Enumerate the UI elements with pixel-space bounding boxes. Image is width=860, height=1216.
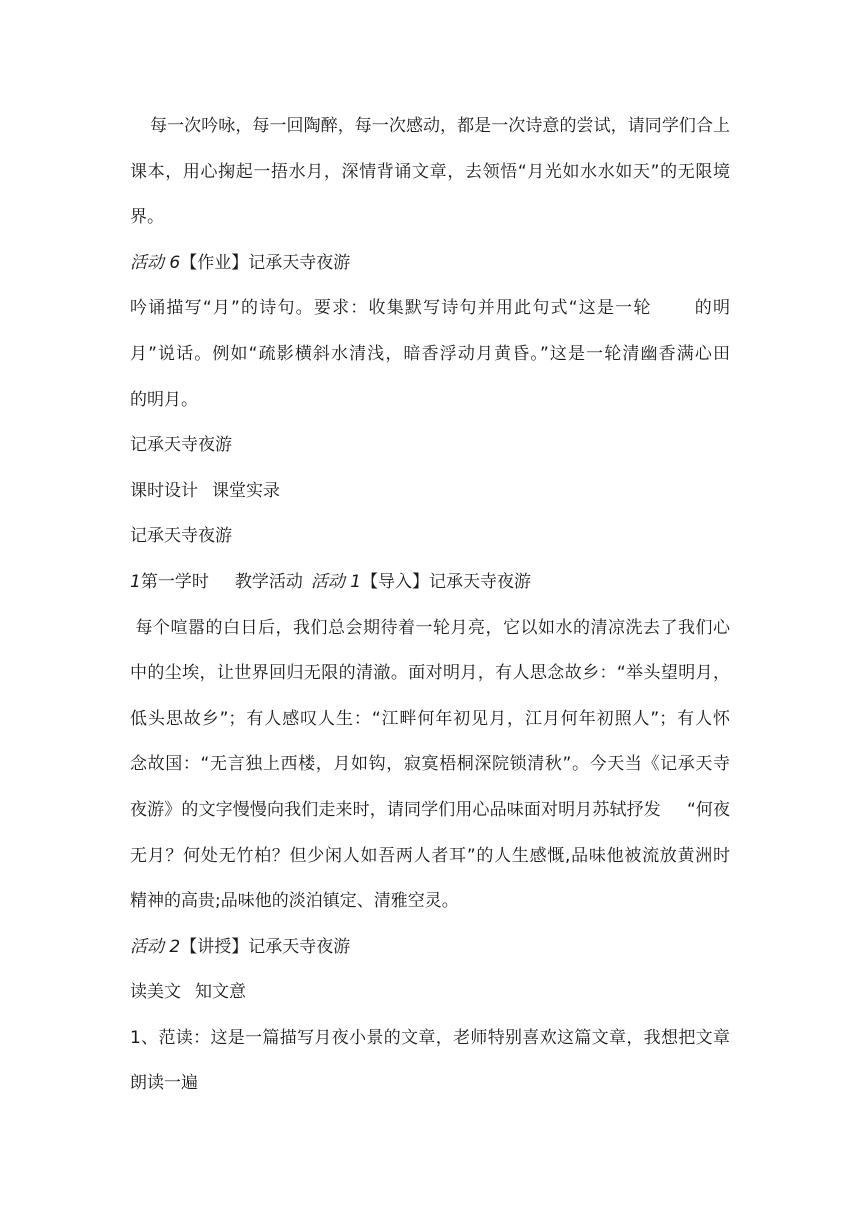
reading-line: 朗读一遍 [130,1073,198,1094]
intro-line: 低头思故乡”；有人感叹人生：“江畔何年初见月，江月何年初照人”；有人怀 [130,708,730,729]
intro-line: 无月？何处无竹柏？但少闲人如吾两人者耳”的人生感慨,品味他被流放黄洲时 [130,845,730,866]
activity-label: 活动 2 [130,936,181,957]
intro-text: 夜游》的文字慢慢向我们走来时，请同学们用心品味面对明月苏轼抒发 [130,799,661,820]
section-heading: 记承天寺夜游 [130,526,232,547]
meaning-label: 知文意 [195,982,246,1003]
activity-6-heading [130,241,730,287]
homework-line: 月”说话。例如“疏影横斜水清浅，暗香浮动月黄昏。”这是一轮清幽香满心田 [130,343,730,364]
document-body [130,104,730,1107]
homework-text: 的明 [693,298,730,319]
intro-line: 念故国：“无言独上西楼，月如钩，寂寞梧桐深院锁清秋”。今天当《记承天寺 [130,754,730,775]
read-label: 读美文 [130,982,181,1003]
activity-title: 【作业】记承天寺夜游 [180,252,351,273]
intro-line: 中的尘埃，让世界回归无限的清澈。面对明月，有人思念故乡：“举头望明月， [130,663,730,684]
reading-line: 1、范读：这是一篇描写月夜小景的文章，老师特别喜欢这篇文章，我想把文章 [130,1027,730,1048]
intro-text: 每个喧嚣的白日后，我们总会期待着一轮月亮，它以如水的清凉洗去了我们心 [135,617,730,638]
paragraph-line [130,104,730,150]
paragraph-text: 每一次吟咏，每一回陶醉，每一次感动，都是一次诗意的尝试，请同学们合上 [150,116,730,136]
intro-line [130,788,730,834]
record-label: 课堂实录 [212,480,280,501]
lesson-number: 1 [130,571,141,592]
teaching-label: 教学活动 [234,571,303,592]
activity-title: 【导入】记承天寺夜游 [361,571,532,592]
lesson-heading [130,560,730,606]
activity-label: 活动 1 [310,571,362,592]
design-line [130,469,730,515]
activity-2-heading [130,925,730,971]
activity-title: 【讲授】记承天寺夜游 [180,936,351,957]
intro-text: “何夜 [686,799,730,820]
homework-line: 的明月。 [130,389,198,410]
paragraph-line: 界。 [130,207,164,228]
paragraph-line: 课本，用心掬起一捂水月，深情背诵文章，去领悟“月光如水水如天”的无限境 [130,161,730,182]
section-heading: 记承天寺夜游 [130,435,232,456]
intro-line [130,606,730,652]
homework-line [130,286,730,332]
design-label: 课时设计 [130,480,198,501]
lesson-period: 第一学时 [140,571,209,592]
read-line [130,970,730,1016]
intro-line: 精神的高贵;品味他的淡泊镇定、清雅空灵。 [130,891,459,912]
activity-label: 活动 6 [130,252,181,273]
homework-text: 吟诵描写“月”的诗句。要求：收集默写诗句并用此句式“这是一轮 [130,298,652,319]
